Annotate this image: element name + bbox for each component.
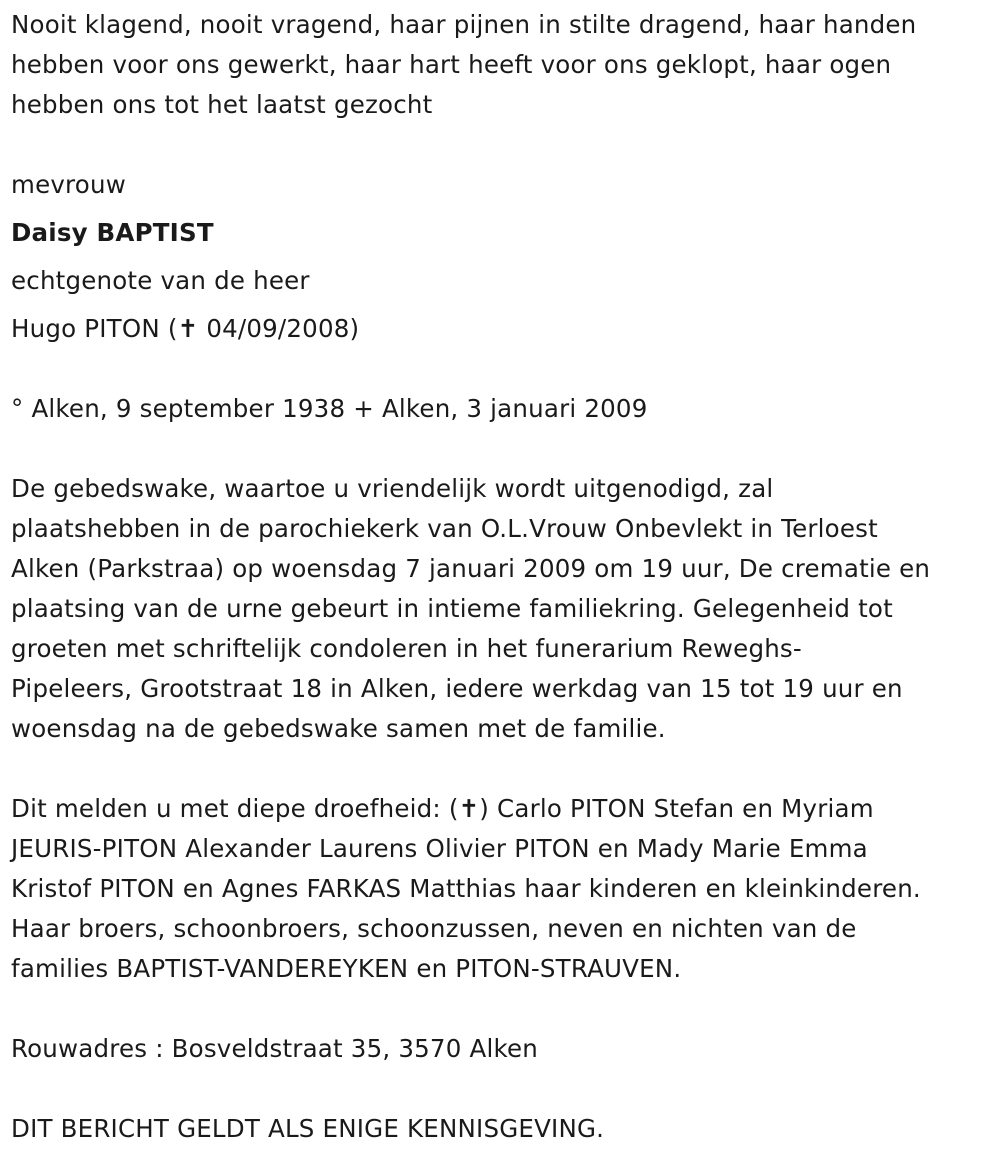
official-notice: DIT BERICHT GELDT ALS ENIGE KENNISGEVING. [11, 1114, 605, 1143]
wake-line: Pipeleers, Grootstraat 18 in Alken, iedere werkdag van 15 tot 19 uur en [11, 674, 903, 703]
family-line: JEURIS-PITON Alexander Laurens Olivier PITON en Mady Marie Emma [11, 834, 868, 863]
family-line: Dit melden u met diepe droefheid: (✝) Carlo PITON Stefan en Myriam [11, 794, 874, 823]
poem-line: hebben ons tot het laatst gezocht [11, 90, 433, 119]
wake-line: groeten met schriftelijk condoleren in het funerarium Reweghs- [11, 634, 802, 663]
wake-line: Alken (Parkstraa) op woensdag 7 januari 2009 om 19 uur, De crematie en [11, 554, 931, 583]
wake-line: woensdag na de gebedswake samen met de familie. [11, 714, 666, 743]
deceased-name: Daisy BAPTIST [11, 218, 214, 247]
spouse-name: Hugo PITON (✝ 04/09/2008) [11, 314, 360, 343]
deceased-info [11, 165, 996, 349]
wake-line: De gebedswake, waartoe u vriendelijk wordt uitgenodigd, zal [11, 474, 774, 503]
family-line: Kristof PITON en Agnes FARKAS Matthias haar kinderen en kleinkinderen. [11, 874, 921, 903]
wake-line: plaatshebben in de parochiekerk van O.L.Vrouw Onbevlekt in Terloest [11, 514, 878, 543]
title: mevrouw [11, 170, 126, 199]
family-line: Haar broers, schoonbroers, schoonzussen, neven en nichten van de [11, 914, 857, 943]
birth-death-dates: ° Alken, 9 september 1938 + Alken, 3 januari 2009 [11, 394, 648, 423]
family-announcement [11, 789, 996, 989]
poem [11, 5, 996, 125]
mourning-address: Rouwadres : Bosveldstraat 35, 3570 Alken [11, 1034, 538, 1063]
poem-line: Nooit klagend, nooit vragend, haar pijnen in stilte dragend, haar handen [11, 10, 917, 39]
spouse-intro: echtgenote van de heer [11, 266, 310, 295]
poem-line: hebben voor ons gewerkt, haar hart heeft voor ons geklopt, haar ogen [11, 50, 892, 79]
death-notice [11, 5, 996, 1149]
family-line: families BAPTIST-VANDEREYKEN en PITON-STRAUVEN. [11, 954, 682, 983]
wake-details [11, 469, 996, 749]
wake-line: plaatsing van de urne gebeurt in intieme familiekring. Gelegenheid tot [11, 594, 893, 623]
